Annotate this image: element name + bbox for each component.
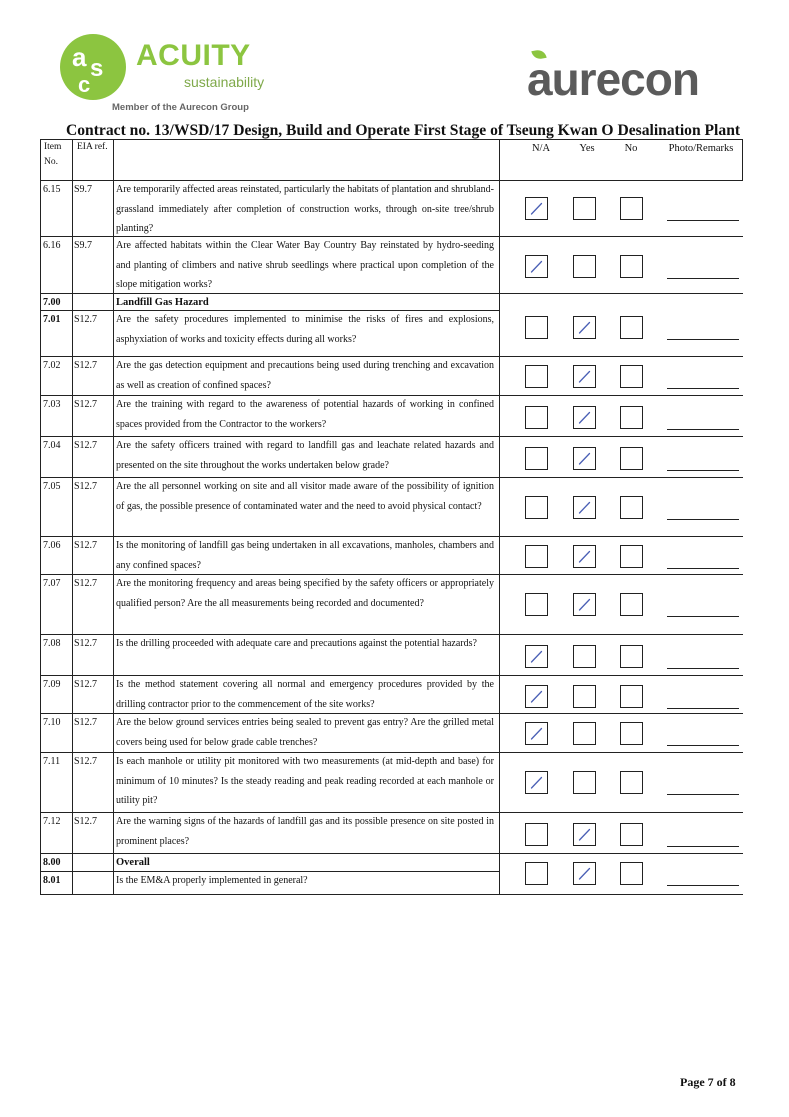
- column-divider: [499, 478, 500, 536]
- column-divider: [113, 396, 114, 436]
- checkmark-icon: [530, 776, 543, 789]
- eia-ref: S12.7: [74, 578, 98, 589]
- remarks-line[interactable]: [667, 616, 739, 617]
- eia-ref: S12.7: [74, 638, 98, 649]
- column-divider: [72, 537, 73, 574]
- table-row: [40, 813, 743, 854]
- question-text: Are affected habitats within the Clear Water Bay Country Bay reinstated by hydro-seeding and planting of climbers and native shrub seedlings where practical upon completion of the slope mitigation works?: [116, 240, 494, 290]
- question-text: Is the EM&A properly implemented in general?: [116, 875, 308, 886]
- question-text: Are the all personnel working on site and all visitor made aware of the possibility of ignition of gas, the possible presence of contaminated water and the need to avoid physical contact?: [116, 481, 494, 512]
- column-divider: [72, 635, 73, 675]
- checkbox-yes[interactable]: [573, 447, 596, 470]
- eia-ref: S9.7: [74, 240, 93, 251]
- checkmark-icon: [578, 550, 591, 563]
- remarks-line[interactable]: [667, 470, 739, 471]
- eia-ref: S12.7: [74, 399, 98, 410]
- column-divider: [72, 714, 73, 752]
- page-number: Page 7 of 8: [680, 1075, 736, 1089]
- column-divider: [72, 294, 73, 356]
- checkbox-na[interactable]: [525, 545, 548, 568]
- checklist-table: [40, 139, 743, 895]
- eia-ref: S12.7: [74, 756, 98, 767]
- checkbox-na[interactable]: [525, 365, 548, 388]
- column-divider: [499, 753, 500, 812]
- question-text: Are the safety officers trained with regard to landfill gas and leachate related hazards and presented on the site throughout the works undertaken below grade?: [116, 440, 494, 471]
- question-text: Are the monitoring frequency and areas being specified by the safety officers or appropriately qualified person? Are the all measurements being recorded and documented?: [116, 578, 494, 609]
- checkbox-no[interactable]: [620, 447, 643, 470]
- checkbox-yes[interactable]: [573, 406, 596, 429]
- header-photo-remarks: Photo/Remarks: [668, 143, 734, 154]
- question-text: Are the warning signs of the hazards of landfill gas and its possible presence on site posted in prominent places?: [116, 816, 494, 847]
- checkbox-no[interactable]: [620, 862, 643, 885]
- checkbox-no[interactable]: [620, 496, 643, 519]
- item-number: 7.02: [43, 360, 61, 371]
- checkmark-icon: [578, 598, 591, 611]
- checkmark-icon: [578, 867, 591, 880]
- column-divider: [499, 854, 500, 894]
- table-body: [40, 181, 743, 895]
- checkbox-no[interactable]: [620, 722, 643, 745]
- header-eia-ref: EIA ref.: [77, 142, 108, 152]
- checkmark-icon: [530, 690, 543, 703]
- item-number: 8.01: [43, 875, 61, 886]
- checkbox-na[interactable]: [525, 645, 548, 668]
- aurecon-brand: aurecon: [527, 53, 699, 105]
- table-row: [40, 714, 743, 753]
- column-divider: [72, 575, 73, 634]
- table-row: [40, 753, 743, 813]
- checkbox-no[interactable]: [620, 406, 643, 429]
- header-no: No: [624, 143, 638, 154]
- checkmark-icon: [578, 501, 591, 514]
- question-text: Is the method statement covering all normal and emergency procedures provided by the drilling contractor prior to the commencement of the site works?: [116, 679, 494, 710]
- checkmark-icon: [530, 727, 543, 740]
- section-title: Overall: [116, 857, 150, 868]
- item-number: 7.01: [43, 314, 61, 325]
- svg-text:s: s: [90, 55, 104, 82]
- aurecon-logo: [527, 44, 742, 104]
- checkbox-na[interactable]: [525, 862, 548, 885]
- checkbox-yes[interactable]: [573, 862, 596, 885]
- table-row: [40, 478, 743, 537]
- checkbox-na[interactable]: [525, 685, 548, 708]
- column-divider: [113, 854, 114, 894]
- column-divider: [72, 357, 73, 395]
- checkbox-yes[interactable]: [573, 685, 596, 708]
- checkbox-yes[interactable]: [573, 722, 596, 745]
- checkbox-no[interactable]: [620, 645, 643, 668]
- table-row: [40, 676, 743, 714]
- checkmark-icon: [530, 202, 543, 215]
- checkbox-yes[interactable]: [573, 823, 596, 846]
- column-divider: [113, 635, 114, 675]
- contract-title: Contract no. 13/WSD/17 Design, Build and Operate First Stage of Tseung Kwan O Desalination Plant: [66, 122, 741, 139]
- checkbox-yes[interactable]: [573, 255, 596, 278]
- checkbox-no[interactable]: [620, 197, 643, 220]
- acuity-subtitle: sustainability: [184, 74, 265, 90]
- column-divider: [72, 237, 73, 293]
- question-text: Are the below ground services entries being sealed to prevent gas entry? Are the grilled metal covers being used for below grade cable trenches?: [116, 717, 494, 748]
- table-row: [40, 537, 743, 575]
- column-divider: [113, 294, 114, 356]
- checkbox-yes[interactable]: [573, 545, 596, 568]
- checkmark-icon: [578, 828, 591, 841]
- table-row: [40, 437, 743, 478]
- checkbox-no[interactable]: [620, 593, 643, 616]
- checkmark-icon: [530, 650, 543, 663]
- header-divider: [113, 140, 114, 180]
- checkmark-icon: [578, 370, 591, 383]
- question-text: Are the safety procedures implemented to minimise the risks of fires and explosions, asphyxiation of works and toxicity effects during all works?: [116, 314, 494, 345]
- checkbox-yes[interactable]: [573, 496, 596, 519]
- table-row: [40, 635, 743, 676]
- column-divider: [72, 181, 73, 236]
- checkbox-na[interactable]: [525, 447, 548, 470]
- section-number: 8.00: [43, 857, 61, 868]
- column-divider: [72, 753, 73, 812]
- column-divider: [72, 396, 73, 436]
- item-number: 7.08: [43, 638, 61, 649]
- remarks-line[interactable]: [667, 519, 739, 520]
- item-number: 7.05: [43, 481, 61, 492]
- column-divider: [72, 437, 73, 477]
- checkbox-na[interactable]: [525, 771, 548, 794]
- column-divider: [499, 714, 500, 752]
- remarks-line[interactable]: [667, 388, 739, 389]
- eia-ref: S12.7: [74, 360, 98, 371]
- column-divider: [72, 813, 73, 853]
- checkbox-na[interactable]: [525, 255, 548, 278]
- eia-ref: S12.7: [74, 717, 98, 728]
- remarks-line[interactable]: [667, 885, 739, 886]
- remarks-line[interactable]: [667, 745, 739, 746]
- checkbox-na[interactable]: [525, 722, 548, 745]
- acuity-brand: ACUITY: [136, 39, 251, 72]
- eia-ref: S12.7: [74, 816, 98, 827]
- checkbox-no[interactable]: [620, 685, 643, 708]
- column-divider: [499, 813, 500, 853]
- column-divider: [499, 237, 500, 293]
- column-divider: [72, 854, 73, 894]
- column-divider: [113, 676, 114, 713]
- column-divider: [72, 478, 73, 536]
- section-title: Landfill Gas Hazard: [116, 297, 209, 308]
- eia-ref: S12.7: [74, 440, 98, 451]
- checkbox-yes[interactable]: [573, 771, 596, 794]
- remarks-line[interactable]: [667, 220, 739, 221]
- remarks-line[interactable]: [667, 794, 739, 795]
- eia-ref: S12.7: [74, 314, 98, 325]
- checkmark-icon: [578, 321, 591, 334]
- column-divider: [113, 575, 114, 634]
- checkbox-na[interactable]: [525, 316, 548, 339]
- question-text: Are temporarily affected areas reinstated, particularly the habitats of plantation and shrubland-grassland immediately after completion of construction works, through on-site tree/shrub planting?: [116, 184, 494, 234]
- eia-ref: S12.7: [74, 679, 98, 690]
- checkmark-icon: [578, 411, 591, 424]
- question-text: Are the training with regard to the awareness of potential hazards of working in confined spaces provided from the Contractor to the workers?: [116, 399, 494, 430]
- item-number: 7.04: [43, 440, 61, 451]
- checkbox-na[interactable]: [525, 593, 548, 616]
- column-divider: [499, 294, 500, 356]
- header-item-no: Item No.: [44, 142, 62, 167]
- checkbox-no[interactable]: [620, 316, 643, 339]
- item-number: 7.06: [43, 540, 61, 551]
- table-row: [40, 237, 743, 294]
- item-number: 7.10: [43, 717, 61, 728]
- column-divider: [113, 237, 114, 293]
- item-number: 6.16: [43, 240, 61, 251]
- column-divider: [499, 575, 500, 634]
- column-divider: [113, 714, 114, 752]
- column-divider: [72, 676, 73, 713]
- checkbox-na[interactable]: [525, 496, 548, 519]
- acuity-logo: [60, 34, 265, 114]
- checkbox-na[interactable]: [525, 197, 548, 220]
- checkbox-no[interactable]: [620, 823, 643, 846]
- acuity-member-line: Member of the Aurecon Group: [112, 102, 249, 113]
- remarks-line[interactable]: [667, 668, 739, 669]
- checkbox-yes[interactable]: [573, 593, 596, 616]
- column-divider: [499, 357, 500, 395]
- column-divider: [113, 357, 114, 395]
- item-number: 7.11: [43, 756, 61, 767]
- item-number: 7.12: [43, 816, 61, 827]
- item-number: 7.09: [43, 679, 61, 690]
- question-text: Are the gas detection equipment and precautions being used during trenching and excavation as well as creation of confined spaces?: [116, 360, 494, 391]
- checkbox-yes[interactable]: [573, 365, 596, 388]
- column-divider: [499, 676, 500, 713]
- column-divider: [113, 813, 114, 853]
- checkbox-no[interactable]: [620, 771, 643, 794]
- column-divider: [499, 635, 500, 675]
- checkmark-icon: [530, 260, 543, 273]
- remarks-line[interactable]: [667, 429, 739, 430]
- eia-ref: S9.7: [74, 184, 93, 195]
- column-divider: [113, 478, 114, 536]
- table-header: [40, 140, 743, 181]
- table-row: [40, 854, 743, 895]
- item-number: 6.15: [43, 184, 61, 195]
- eia-ref: S12.7: [74, 540, 98, 551]
- checkbox-yes[interactable]: [573, 645, 596, 668]
- table-row: [40, 575, 743, 635]
- checkbox-na[interactable]: [525, 823, 548, 846]
- header-divider: [499, 140, 500, 180]
- column-divider: [499, 181, 500, 236]
- svg-text:c: c: [78, 72, 91, 97]
- svg-text:a: a: [72, 42, 87, 72]
- acuity-glyph-icon: [60, 34, 126, 100]
- column-divider: [113, 537, 114, 574]
- remarks-line[interactable]: [667, 568, 739, 569]
- item-number: 7.07: [43, 578, 61, 589]
- remarks-line[interactable]: [667, 846, 739, 847]
- checkbox-no[interactable]: [620, 255, 643, 278]
- column-divider: [113, 181, 114, 236]
- checkbox-yes[interactable]: [573, 197, 596, 220]
- table-row: [40, 396, 743, 437]
- header-yes: Yes: [579, 143, 595, 154]
- checkbox-na[interactable]: [525, 406, 548, 429]
- checkmark-icon: [578, 452, 591, 465]
- item-number: 7.03: [43, 399, 61, 410]
- checkbox-no[interactable]: [620, 545, 643, 568]
- table-row: [40, 181, 743, 237]
- column-divider: [499, 537, 500, 574]
- checkbox-no[interactable]: [620, 365, 643, 388]
- eia-ref: S12.7: [74, 481, 98, 492]
- table-row: [40, 294, 743, 357]
- question-text: Is the drilling proceeded with adequate care and precautions against the potential hazards?: [116, 638, 477, 649]
- remarks-line[interactable]: [667, 708, 739, 709]
- column-divider: [113, 753, 114, 812]
- remarks-line[interactable]: [667, 278, 739, 279]
- header-na: N/A: [531, 143, 551, 154]
- question-text: Is each manhole or utility pit monitored with two measurements (at mid-depth and base) for minimum of 10 minutes? Is the steady reading and peak reading recorded at each manhole or utility pit?: [116, 756, 494, 806]
- header-divider: [72, 140, 73, 180]
- question-text: Is the monitoring of landfill gas being undertaken in all excavations, manholes, chambers and any confined spaces?: [116, 540, 494, 571]
- column-divider: [113, 437, 114, 477]
- column-divider: [499, 437, 500, 477]
- table-row: [40, 357, 743, 396]
- checkbox-yes[interactable]: [573, 316, 596, 339]
- section-number: 7.00: [43, 297, 61, 308]
- remarks-line[interactable]: [667, 339, 739, 340]
- column-divider: [499, 396, 500, 436]
